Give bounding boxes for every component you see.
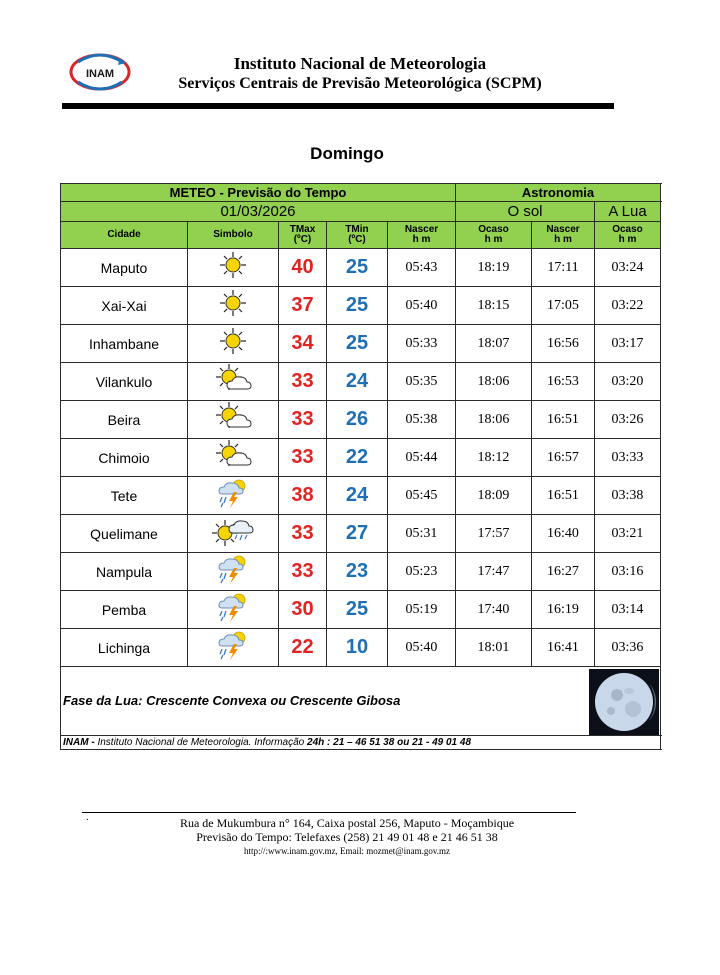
moon-title: A Lua [595,202,661,222]
sun-rise-time: 05:40 [388,287,456,325]
inam-logo [68,50,132,94]
moon-set-time: 03:36 [595,629,661,667]
sunny-icon [213,325,253,357]
moon-rise-time: 17:05 [532,287,595,325]
partly-cloudy-icon [213,401,253,433]
weather-symbol [188,401,279,439]
moon-phase-section [61,667,661,736]
tmax-value: 33 [279,515,327,553]
weather-symbol [188,591,279,629]
moon-set-time: 03:21 [595,515,661,553]
footer-web: http://:www.inam.gov.mz, Email: mozmet@inam.gov.mz [243,846,450,856]
footer-phones: Previsão do Tempo: Telefaxes (258) 21 49 01 48 e 21 46 51 38 [196,830,498,844]
forecast-date: 01/03/2026 [61,202,456,222]
table-row [61,629,661,667]
city-name: Beira [61,401,188,439]
moon-rise-time: 16:19 [532,591,595,629]
table-row [61,477,661,515]
footer-dot: . [86,812,89,823]
forecast-day: Domingo [310,144,384,163]
city-name: Pemba [61,591,188,629]
sun-rise-time: 05:44 [388,439,456,477]
thunderstorm-icon [213,477,253,509]
city-name: Tete [61,477,188,515]
table-row [61,401,661,439]
moon-set-time: 03:14 [595,591,661,629]
header-divider [62,103,614,109]
tmax-value: 34 [279,325,327,363]
sun-set-time: 17:57 [456,515,532,553]
weather-symbol [188,553,279,591]
moon-phase-icon [589,669,659,735]
meteo-title: METEO - Previsão do Tempo [61,184,456,202]
tmax-value: 37 [279,287,327,325]
tmax-value: 33 [279,553,327,591]
sunny-icon [213,249,253,281]
sun-title: O sol [456,202,595,222]
moon-rise-time: 16:27 [532,553,595,591]
col-tmin: TMin (ºC) [327,222,388,249]
tmin-value: 23 [327,553,388,591]
moon-rise-time: 16:51 [532,401,595,439]
table-row [61,325,661,363]
tmin-value: 10 [327,629,388,667]
moon-set-time: 03:38 [595,477,661,515]
moon-set-time: 03:22 [595,287,661,325]
sun-set-time: 18:15 [456,287,532,325]
moon-rise-time: 17:11 [532,249,595,287]
tmin-value: 27 [327,515,388,553]
moon-rise-time: 16:41 [532,629,595,667]
table-row [61,363,661,401]
col-symbol: Simbolo [188,222,279,249]
info-prefix: INAM - [63,737,98,748]
moon-rise-time: 16:53 [532,363,595,401]
weather-symbol [188,629,279,667]
header-title [150,54,570,94]
service-name: Serviços Centrais de Previsão Meteorológica (SCPM) [178,75,542,92]
sun-set-time: 18:19 [456,249,532,287]
moon-set-time: 03:33 [595,439,661,477]
table-row [61,515,661,553]
logo-text: INAM [85,68,115,80]
city-name: Maputo [61,249,188,287]
footer-address: Rua de Mukumbura n° 164, Caixa postal 256, Maputo - Moçambique [179,816,515,830]
sun-rise-time: 05:40 [388,629,456,667]
tmax-value: 40 [279,249,327,287]
moon-rise-time: 16:51 [532,477,595,515]
sun-rise-time: 05:31 [388,515,456,553]
weather-symbol [188,325,279,363]
tmax-value: 33 [279,363,327,401]
table-row [61,439,661,477]
sun-rise-time: 05:19 [388,591,456,629]
weather-symbol [188,249,279,287]
city-name: Quelimane [61,515,188,553]
footer-divider [82,812,576,813]
sun-rise-time: 05:23 [388,553,456,591]
moon-set-time: 03:17 [595,325,661,363]
tmin-value: 22 [327,439,388,477]
city-name: Inhambane [61,325,188,363]
city-name: Lichinga [61,629,188,667]
sunny-icon [213,287,253,319]
partly-cloudy-icon [213,363,253,395]
tmin-value: 25 [327,591,388,629]
sun-set-time: 18:07 [456,325,532,363]
sun-set-time: 18:01 [456,629,532,667]
info-text: Instituto Nacional de Meteorologia. Informação [97,737,308,748]
col-sun-set: Ocaso h m [456,222,532,249]
weather-symbol [188,477,279,515]
sun-rise-time: 05:38 [388,401,456,439]
col-city: Cidade [61,222,188,249]
tmin-value: 24 [327,477,388,515]
partly-cloudy-icon [213,439,253,471]
city-name: Xai-Xai [61,287,188,325]
city-name: Chimoio [61,439,188,477]
weather-symbol [188,439,279,477]
info-phone: 24h : 21 – 46 51 38 ou 21 - 49 01 48 [307,737,472,748]
moon-rise-time: 16:57 [532,439,595,477]
sun-cloud-rain-icon [211,515,255,547]
col-sun-rise: Nascer h m [388,222,456,249]
sun-set-time: 18:12 [456,439,532,477]
tmax-value: 30 [279,591,327,629]
col-moon-set: Ocaso h m [595,222,661,249]
sun-rise-time: 05:35 [388,363,456,401]
col-moon-rise: Nascer h m [532,222,595,249]
info-bar [61,736,661,750]
tmin-value: 25 [327,325,388,363]
sun-set-time: 17:40 [456,591,532,629]
moon-set-time: 03:16 [595,553,661,591]
sun-rise-time: 05:43 [388,249,456,287]
sun-rise-time: 05:33 [388,325,456,363]
forecast-table [60,183,661,750]
tmax-value: 38 [279,477,327,515]
moon-rise-time: 16:40 [532,515,595,553]
tmax-value: 33 [279,439,327,477]
tmin-value: 24 [327,363,388,401]
thunderstorm-icon [213,591,253,623]
weather-symbol [188,287,279,325]
moon-rise-time: 16:56 [532,325,595,363]
col-tmax: TMax (ºC) [279,222,327,249]
tmax-value: 33 [279,401,327,439]
moon-set-time: 03:26 [595,401,661,439]
tmin-value: 25 [327,249,388,287]
tmin-value: 26 [327,401,388,439]
weather-symbol [188,363,279,401]
table-row [61,287,661,325]
institute-name: Instituto Nacional de Meteorologia [233,54,487,73]
moon-phase-text: Fase da Lua: Crescente Convexa ou Crescente Gibosa [63,693,401,708]
city-name: Nampula [61,553,188,591]
sun-set-time: 17:47 [456,553,532,591]
astronomy-title: Astronomia [456,184,661,202]
table-row [61,591,661,629]
sun-set-time: 18:06 [456,363,532,401]
city-name: Vilankulo [61,363,188,401]
sun-set-time: 18:06 [456,401,532,439]
table-row [61,249,661,287]
table-row [61,553,661,591]
thunderstorm-icon [213,629,253,661]
moon-set-time: 03:24 [595,249,661,287]
moon-set-time: 03:20 [595,363,661,401]
tmin-value: 25 [327,287,388,325]
thunderstorm-icon [213,553,253,585]
weather-symbol [188,515,279,553]
sun-rise-time: 05:45 [388,477,456,515]
sun-set-time: 18:09 [456,477,532,515]
tmax-value: 22 [279,629,327,667]
